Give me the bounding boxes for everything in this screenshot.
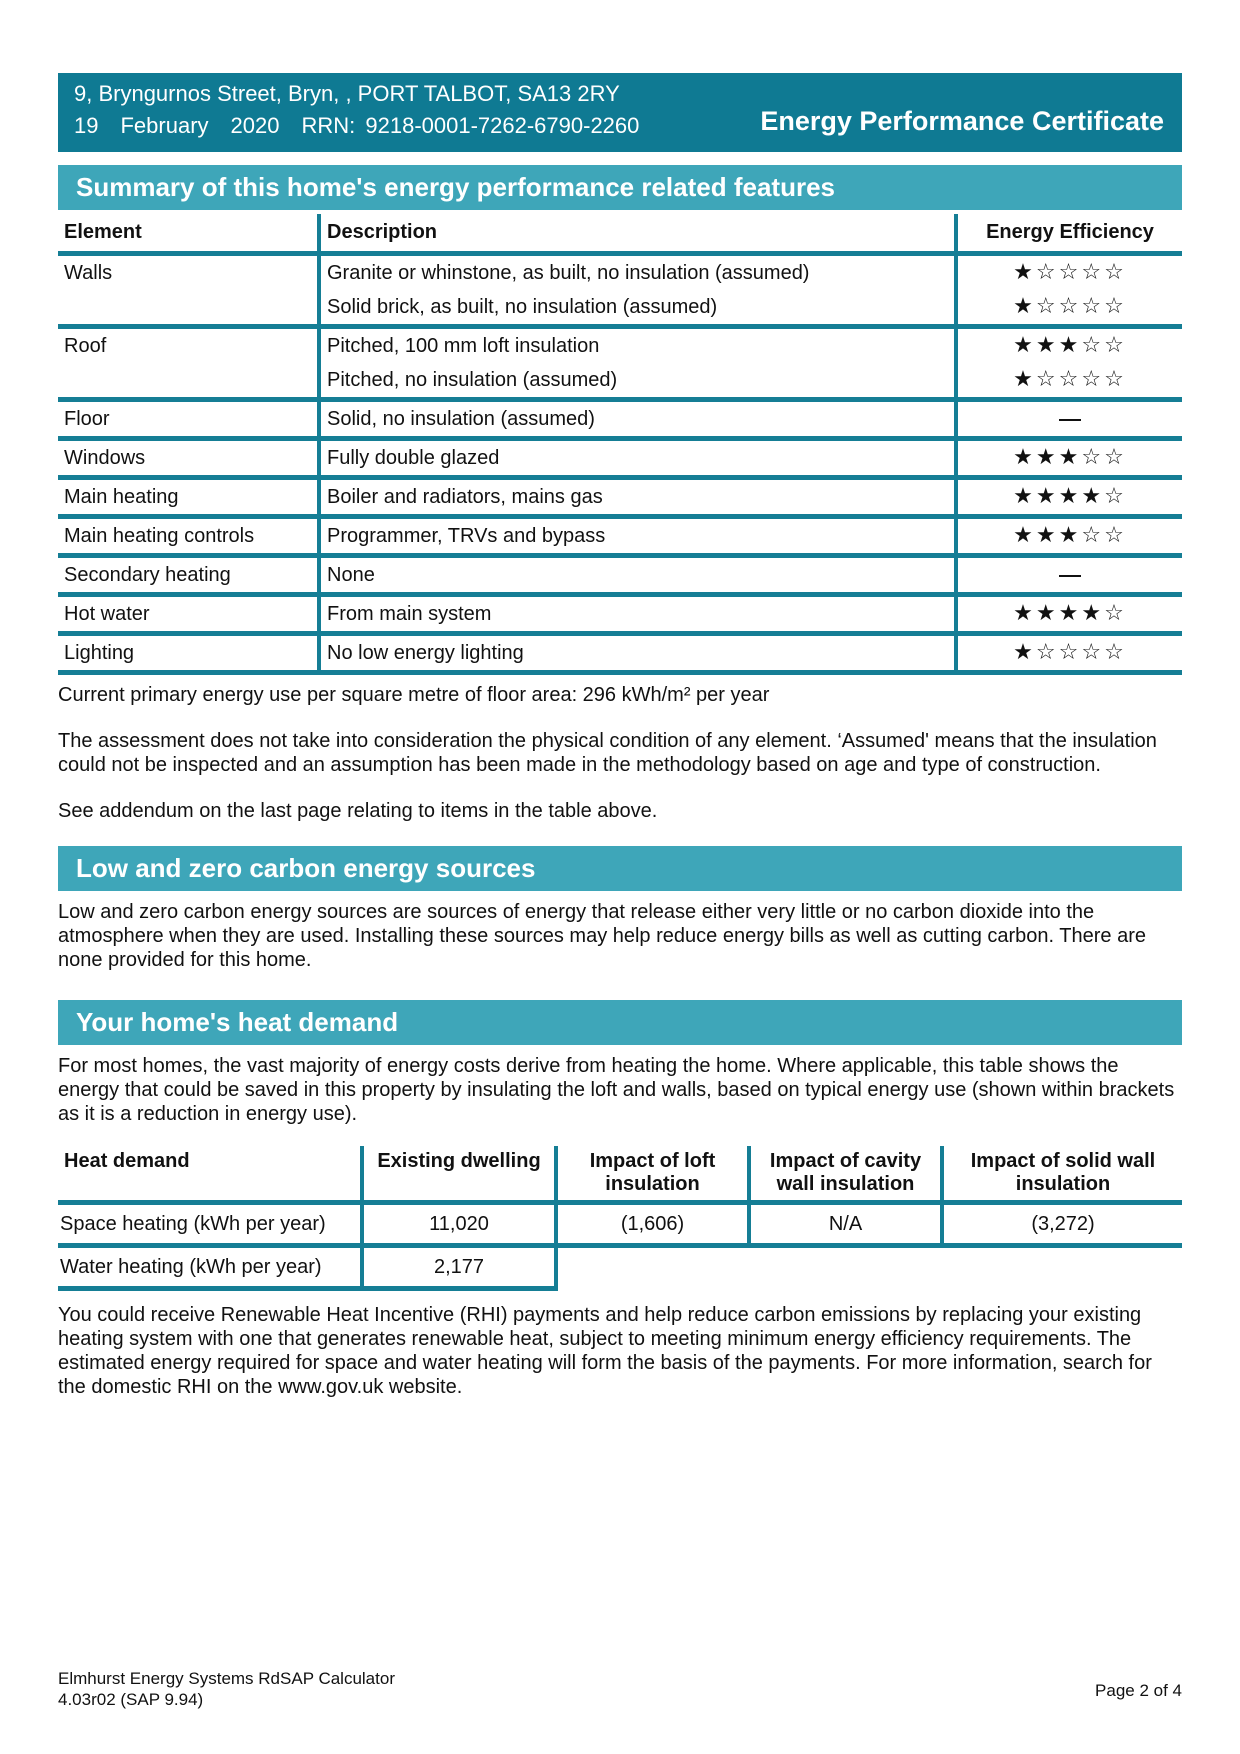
filled-star-icon: ★ [1058, 523, 1082, 548]
element-name: Secondary heating [64, 564, 231, 586]
property-address: 9, Bryngurnos Street, Bryn, , PORT TALBOT, SA13 2RY [74, 81, 620, 106]
summary-heading: Summary of this home's energy performance related features [58, 165, 1182, 210]
empty-star-icon: ☆ [1081, 367, 1105, 392]
empty-star-icon: ☆ [1081, 640, 1105, 665]
epc-page [58, 73, 1182, 1399]
star-rating [964, 256, 1176, 290]
software-version: 4.03r02 (SAP 9.94) [58, 1690, 204, 1709]
element-name: Lighting [64, 642, 135, 664]
filled-star-icon: ★ [1058, 601, 1082, 626]
star-rating [964, 363, 1176, 397]
not-applicable-dash [964, 558, 1176, 592]
empty-star-icon: ☆ [1058, 640, 1082, 665]
empty-star-icon: ☆ [1081, 445, 1105, 470]
filled-star-icon: ★ [1013, 601, 1036, 626]
lzc-heading: Low and zero carbon energy sources [58, 846, 1182, 891]
table-row [58, 1203, 1182, 1246]
empty-star-icon: ☆ [1035, 367, 1059, 392]
page-number: Page 2 of 4 [1095, 1681, 1182, 1700]
star-rating [964, 519, 1176, 553]
empty-star-icon: ☆ [1035, 294, 1059, 319]
element-name: Floor [64, 408, 110, 430]
empty-star-icon: ☆ [1058, 260, 1082, 285]
element-description: None [327, 564, 375, 586]
col-element: Element [58, 214, 319, 254]
filled-star-icon: ★ [1013, 523, 1036, 548]
cell-value: (1,606) [556, 1203, 749, 1246]
filled-star-icon: ★ [1013, 260, 1036, 285]
certificate-title: Energy Performance Certificate [760, 106, 1164, 136]
empty-star-icon: ☆ [1104, 640, 1127, 665]
star-rating [964, 636, 1176, 670]
filled-star-icon: ★ [1035, 333, 1059, 358]
table-row [58, 595, 1182, 634]
col-description: Description [319, 214, 956, 254]
filled-star-icon: ★ [1035, 601, 1059, 626]
cell-value: 2,177 [362, 1246, 556, 1289]
addendum-note: See addendum on the last page relating to items in the table above. [58, 800, 658, 822]
filled-star-icon: ★ [1058, 484, 1082, 509]
empty-star-icon: ☆ [1104, 294, 1127, 319]
empty-star-icon: ☆ [1035, 260, 1059, 285]
not-applicable-dash [964, 402, 1176, 436]
col-solid-wall-insulation: Impact of solid wall insulation [942, 1146, 1182, 1203]
empty-star-icon: ☆ [1081, 260, 1105, 285]
rrn: RRN: 9218-0001-7262-6790-2260 [301, 113, 640, 138]
filled-star-icon: ★ [1058, 445, 1082, 470]
empty-star-icon: ☆ [1058, 367, 1082, 392]
col-existing-dwelling: Existing dwelling [362, 1146, 556, 1203]
element-name: Windows [64, 447, 146, 469]
col-loft-insulation: Impact of loft insulation [556, 1146, 749, 1203]
date-month: February [120, 113, 209, 138]
filled-star-icon: ★ [1013, 445, 1036, 470]
col-cavity-wall-insulation: Impact of cavity wall insulation [749, 1146, 942, 1203]
table-row [58, 439, 1182, 478]
element-description: From main system [327, 603, 492, 625]
filled-star-icon: ★ [1035, 445, 1059, 470]
features-table [58, 214, 1182, 675]
element-name: Main heating [64, 486, 179, 508]
lzc-text: Low and zero carbon energy sources are sources of energy that release either very little or no carbon dioxide into the atmosphere when they are used. Installing these sources may help reduce energy bills as well as cutting carbon. There are none provided for this home. [58, 901, 1147, 971]
assessment-note: The assessment does not take into consideration the physical condition of any element. ‘Assumed' means that the insulation could not be inspected and an assumption has been made in the methodology based on age and type of construction. [58, 730, 1157, 776]
star-rating [964, 597, 1176, 631]
col-energy-efficiency: Energy Efficiency [956, 214, 1182, 254]
primary-energy-text: Current primary energy use per square metre of floor area: 296 kWh/m² per year [58, 684, 770, 706]
element-description: No low energy lighting [327, 642, 524, 664]
star-rating [964, 441, 1176, 475]
filled-star-icon: ★ [1081, 601, 1105, 626]
heat-demand-intro: For most homes, the vast majority of energy costs derive from heating the home. Where applicable, this table shows the energy that could be saved in this property by insulating the loft and walls, based on typical energy use (shown within brackets as it is a reduction in energy use). [58, 1055, 1175, 1125]
star-rating [964, 480, 1176, 514]
row-label: Water heating (kWh per year) [58, 1246, 362, 1289]
element-description: Solid, no insulation (assumed) [327, 408, 595, 430]
empty-star-icon: ☆ [1081, 294, 1105, 319]
filled-star-icon: ★ [1013, 367, 1036, 392]
table-row [58, 517, 1182, 556]
filled-star-icon: ★ [1035, 484, 1059, 509]
filled-star-icon: ★ [1013, 333, 1036, 358]
cell-value: N/A [749, 1203, 942, 1246]
empty-star-icon: ☆ [1104, 333, 1127, 358]
empty-star-icon: ☆ [1104, 484, 1127, 509]
table-row [58, 478, 1182, 517]
date-year: 2020 [230, 113, 280, 138]
heat-demand-heading: Your home's heat demand [58, 1000, 1182, 1045]
element-description: Pitched, 100 mm loft insulation [327, 335, 600, 357]
table-row [58, 327, 1182, 400]
empty-star-icon: ☆ [1081, 523, 1105, 548]
element-description: Granite or whinstone, as built, no insulation (assumed) [327, 262, 810, 284]
table-row [58, 1246, 1182, 1289]
element-name: Walls [64, 262, 113, 284]
element-name: Roof [64, 335, 107, 357]
element-description: Boiler and radiators, mains gas [327, 486, 603, 508]
dash-icon [1059, 419, 1081, 421]
empty-star-icon: ☆ [1104, 523, 1127, 548]
cell-value: 11,020 [362, 1203, 556, 1246]
cell-value: (3,272) [942, 1203, 1182, 1246]
filled-star-icon: ★ [1013, 294, 1036, 319]
empty-star-icon: ☆ [1035, 640, 1059, 665]
filled-star-icon: ★ [1013, 640, 1036, 665]
certificate-header [58, 73, 1182, 152]
element-name: Main heating controls [64, 525, 255, 547]
empty-star-icon: ☆ [1104, 445, 1127, 470]
certificate-meta [74, 113, 661, 139]
heat-demand-table [58, 1146, 1182, 1291]
table-row [58, 400, 1182, 439]
element-description: Fully double glazed [327, 447, 500, 469]
page-footer [58, 1668, 1182, 1710]
star-rating [964, 290, 1176, 324]
star-rating [964, 329, 1176, 363]
row-label: Space heating (kWh per year) [58, 1203, 362, 1246]
date-day: 19 [74, 113, 99, 138]
software-name: Elmhurst Energy Systems RdSAP Calculator [58, 1669, 395, 1688]
element-description: Pitched, no insulation (assumed) [327, 369, 618, 391]
empty-star-icon: ☆ [1104, 367, 1127, 392]
filled-star-icon: ★ [1081, 484, 1105, 509]
element-description: Programmer, TRVs and bypass [327, 525, 606, 547]
table-row [58, 254, 1182, 327]
element-description: Solid brick, as built, no insulation (assumed) [327, 296, 718, 318]
rhi-text: You could receive Renewable Heat Incentive (RHI) payments and help reduce carbon emissions by replacing your existing heating system with one that generates renewable heat, subject to meeting minimum energy efficiency requirements. The estimated energy required for space and water heating will form the basis of the payments. For more information, search for the domestic RHI on the www.gov.uk website. [58, 1304, 1152, 1398]
empty-star-icon: ☆ [1081, 333, 1105, 358]
filled-star-icon: ★ [1058, 333, 1082, 358]
element-name: Hot water [64, 603, 150, 625]
empty-star-icon: ☆ [1058, 294, 1082, 319]
table-row [58, 634, 1182, 673]
filled-star-icon: ★ [1035, 523, 1059, 548]
table-row [58, 556, 1182, 595]
filled-star-icon: ★ [1013, 484, 1036, 509]
empty-star-icon: ☆ [1104, 601, 1127, 626]
dash-icon [1059, 575, 1081, 577]
empty-star-icon: ☆ [1104, 260, 1127, 285]
col-heat-demand: Heat demand [58, 1146, 362, 1203]
